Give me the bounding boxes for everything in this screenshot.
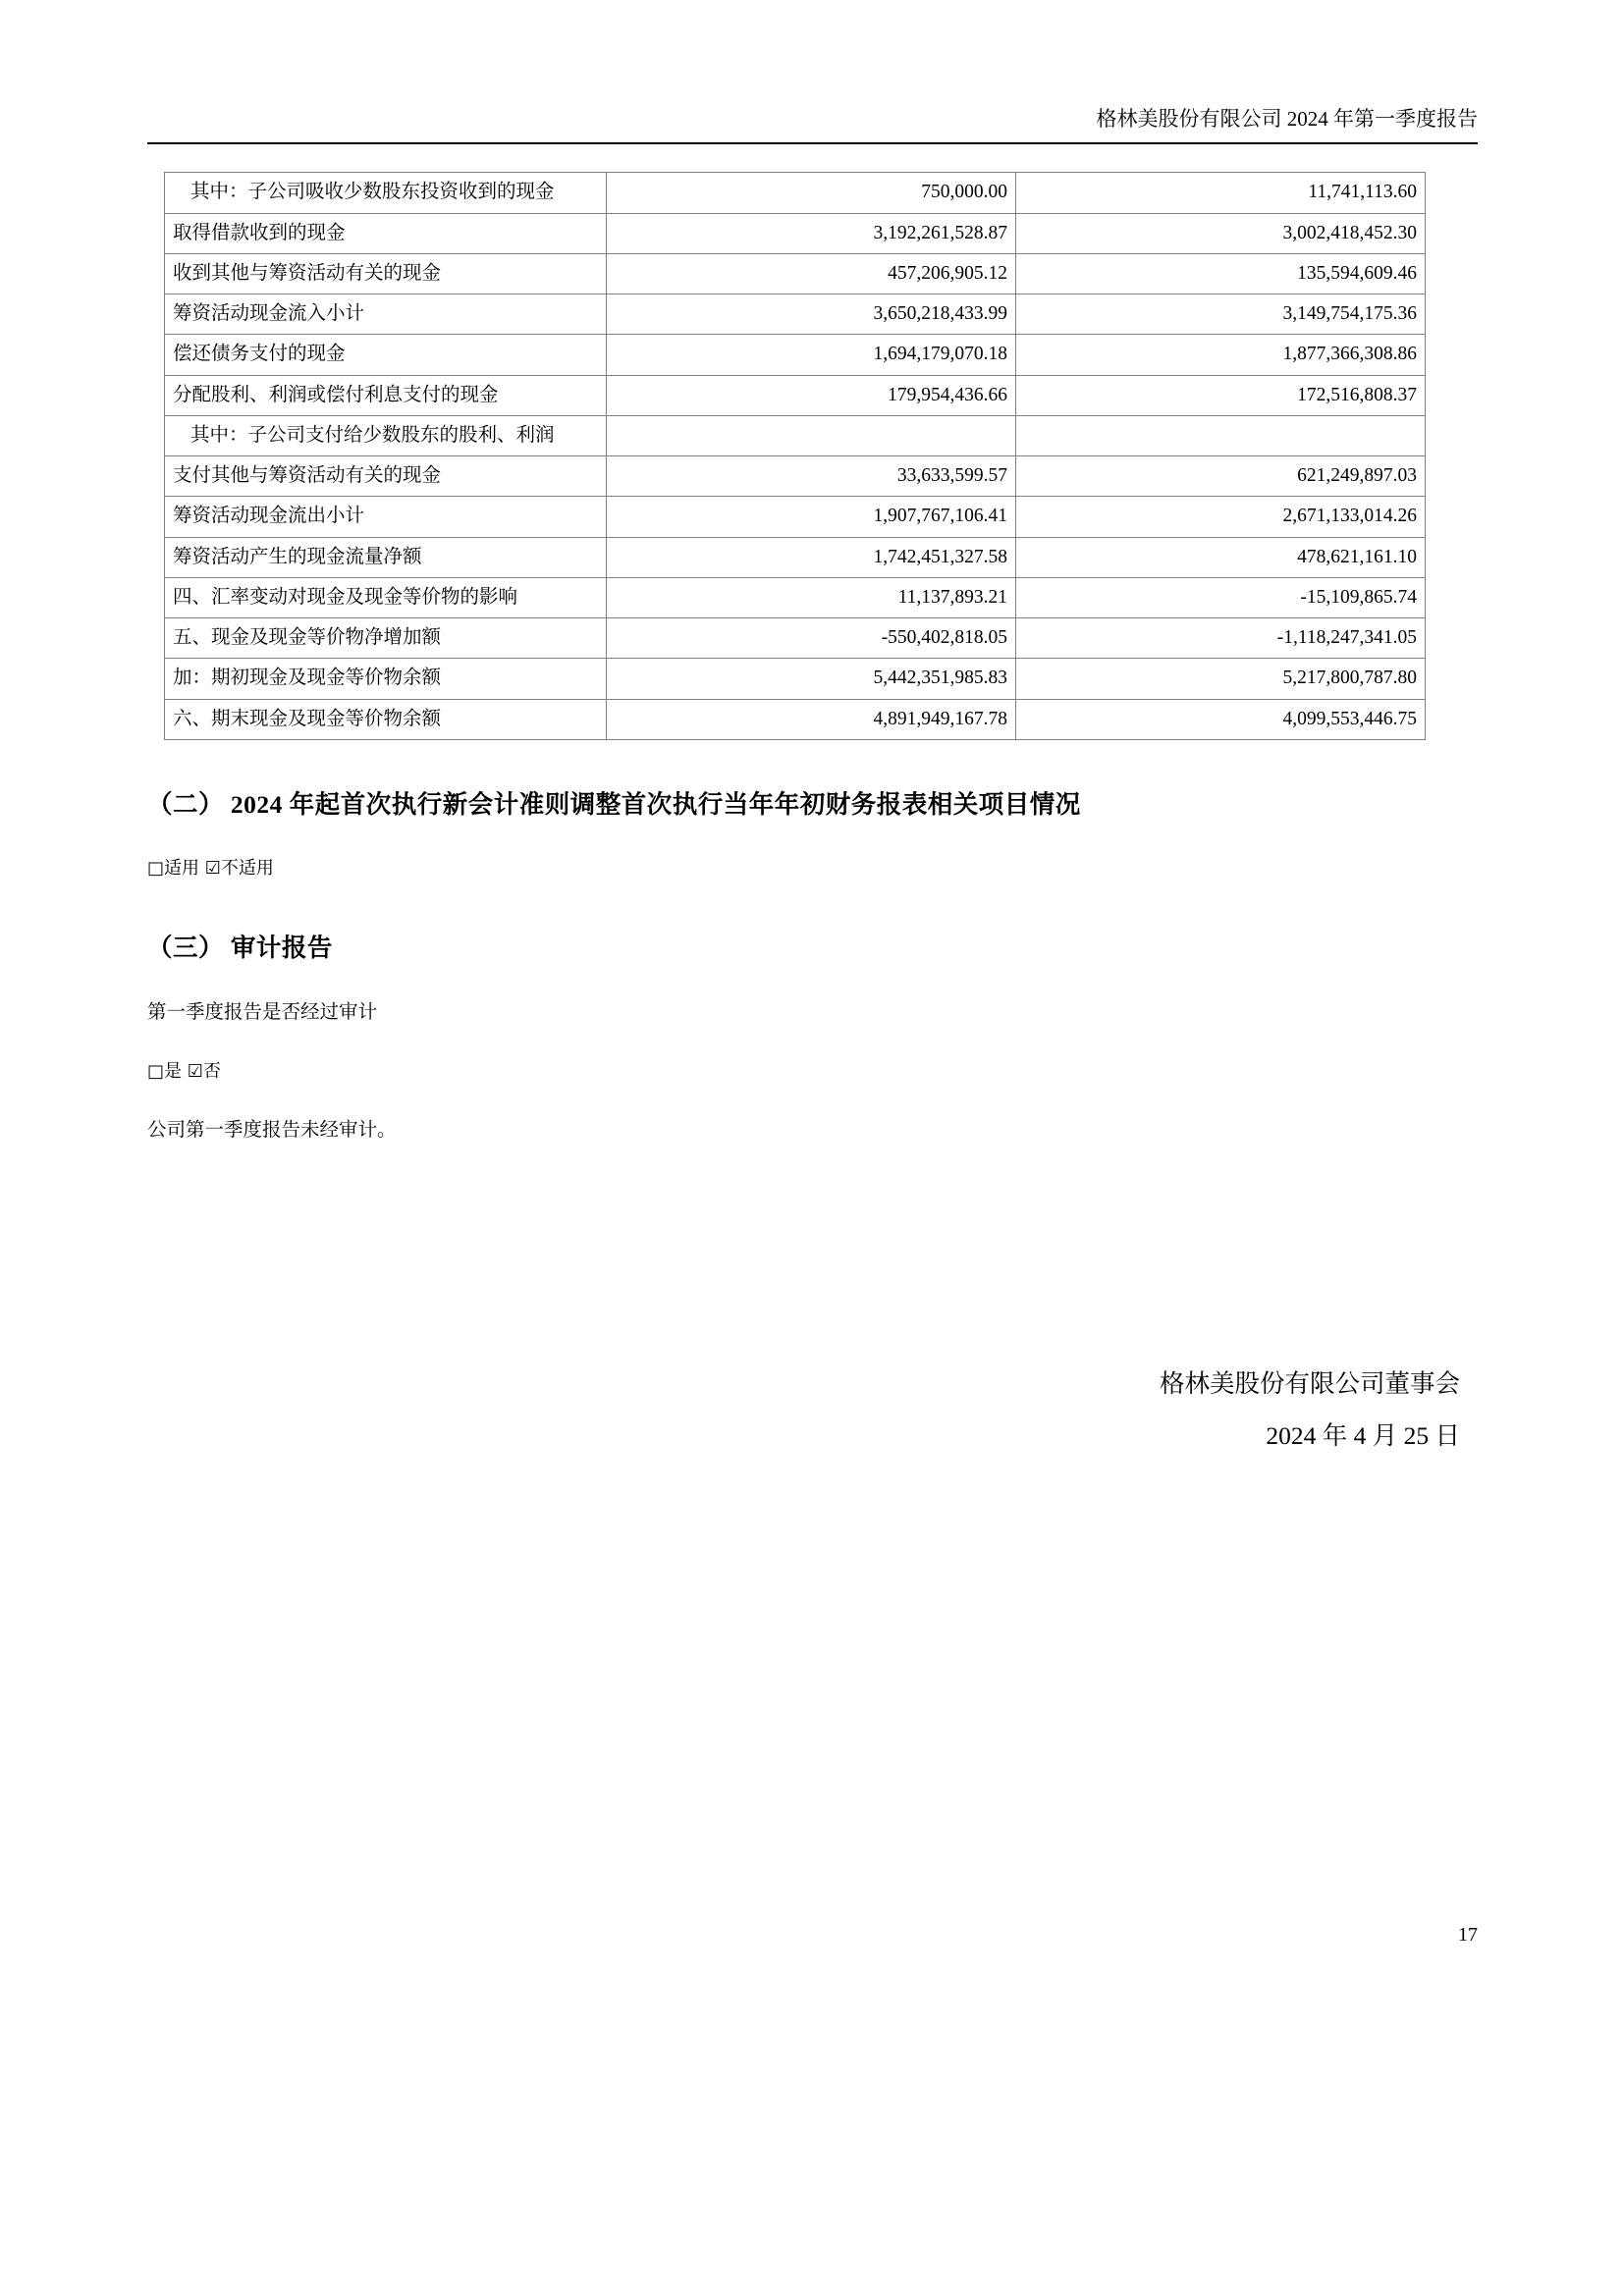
section-3-number: （三） (147, 933, 225, 962)
row-value-prior: -1,118,247,341.05 (1016, 618, 1426, 659)
row-value-current: 11,137,893.21 (607, 577, 1016, 617)
page-number: 17 (1458, 1924, 1478, 1946)
table-row (165, 294, 1426, 335)
header-title: 格林美股份有限公司 2024 年第一季度报告 (1096, 107, 1478, 131)
row-value-prior: 2,671,133,014.26 (1016, 497, 1426, 537)
row-value-prior: 3,149,754,175.36 (1016, 294, 1426, 335)
row-label: 其中：子公司支付给少数股东的股利、利润 (165, 415, 607, 455)
row-value-current: 179,954,436.66 (607, 375, 1016, 415)
row-label: 筹资活动产生的现金流量净额 (165, 537, 607, 577)
row-value-prior: 4,099,553,446.75 (1016, 699, 1426, 739)
table-row (165, 577, 1426, 617)
row-value-prior: 172,516,808.37 (1016, 375, 1426, 415)
row-label: 四、汇率变动对现金及现金等价物的影响 (165, 577, 607, 617)
row-label: 偿还债务支付的现金 (165, 335, 607, 375)
audit-note: 公司第一季度报告未经审计。 (147, 1120, 397, 1142)
table-row (165, 537, 1426, 577)
row-label: 五、现金及现金等价物净增加额 (165, 618, 607, 659)
row-label: 支付其他与筹资活动有关的现金 (165, 456, 607, 497)
row-value-prior: 478,621,161.10 (1016, 537, 1426, 577)
row-label: 取得借款收到的现金 (165, 213, 607, 253)
table-row (165, 456, 1426, 497)
row-label: 筹资活动现金流入小计 (165, 294, 607, 335)
row-value-prior: 621,249,897.03 (1016, 456, 1426, 497)
signature-block (147, 1358, 1478, 1463)
row-value-current: 33,633,599.57 (607, 456, 1016, 497)
table-row (165, 375, 1426, 415)
row-label: 收到其他与筹资活动有关的现金 (165, 253, 607, 294)
table-row (165, 699, 1426, 739)
row-value-current: 1,907,767,106.41 (607, 497, 1016, 537)
section-3-title: 审计报告 (230, 933, 333, 962)
row-value-prior (1016, 415, 1426, 455)
row-label: 其中：子公司吸收少数股东投资收到的现金 (165, 173, 607, 213)
cash-flow-table (164, 172, 1426, 740)
header-divider (147, 142, 1478, 144)
row-label: 筹资活动现金流出小计 (165, 497, 607, 537)
row-label: 加：期初现金及现金等价物余额 (165, 659, 607, 699)
row-value-current: 750,000.00 (607, 173, 1016, 213)
signature-date: 2024 年 4 月 25 日 (1266, 1421, 1460, 1451)
row-value-current: 1,694,179,070.18 (607, 335, 1016, 375)
row-value-current: 3,192,261,528.87 (607, 213, 1016, 253)
section-2-number: （二） (147, 790, 225, 820)
table-row (165, 213, 1426, 253)
page-header (147, 0, 1478, 144)
section-2-choice: □适用 ☑不适用 (147, 857, 274, 879)
audit-question: 第一季度报告是否经过审计 (147, 1002, 378, 1024)
section-2-title: 2024 年起首次执行新会计准则调整首次执行当年年初财务报表相关项目情况 (230, 790, 1081, 820)
row-value-current: -550,402,818.05 (607, 618, 1016, 659)
page-content (147, 0, 1478, 1463)
row-value-prior: -15,109,865.74 (1016, 577, 1426, 617)
row-value-current: 1,742,451,327.58 (607, 537, 1016, 577)
table-row (165, 253, 1426, 294)
row-value-prior: 3,002,418,452.30 (1016, 213, 1426, 253)
table-row (165, 618, 1426, 659)
section-heading-3 (147, 929, 1478, 969)
row-value-current: 3,650,218,433.99 (607, 294, 1016, 335)
table-row (165, 173, 1426, 213)
row-value-prior: 5,217,800,787.80 (1016, 659, 1426, 699)
table-row (165, 497, 1426, 537)
row-value-prior: 1,877,366,308.86 (1016, 335, 1426, 375)
row-value-current: 5,442,351,985.83 (607, 659, 1016, 699)
row-value-prior: 135,594,609.46 (1016, 253, 1426, 294)
row-value-current (607, 415, 1016, 455)
row-label: 分配股利、利润或偿付利息支付的现金 (165, 375, 607, 415)
row-value-prior: 11,741,113.60 (1016, 173, 1426, 213)
audit-choice: □是 ☑否 (147, 1060, 221, 1082)
row-value-current: 4,891,949,167.78 (607, 699, 1016, 739)
table-row (165, 659, 1426, 699)
signature-company: 格林美股份有限公司董事会 (1159, 1368, 1460, 1398)
table-row (165, 415, 1426, 455)
section-heading-2 (147, 785, 1478, 826)
table-body (165, 173, 1426, 740)
table-row (165, 335, 1426, 375)
row-value-current: 457,206,905.12 (607, 253, 1016, 294)
row-label: 六、期末现金及现金等价物余额 (165, 699, 607, 739)
